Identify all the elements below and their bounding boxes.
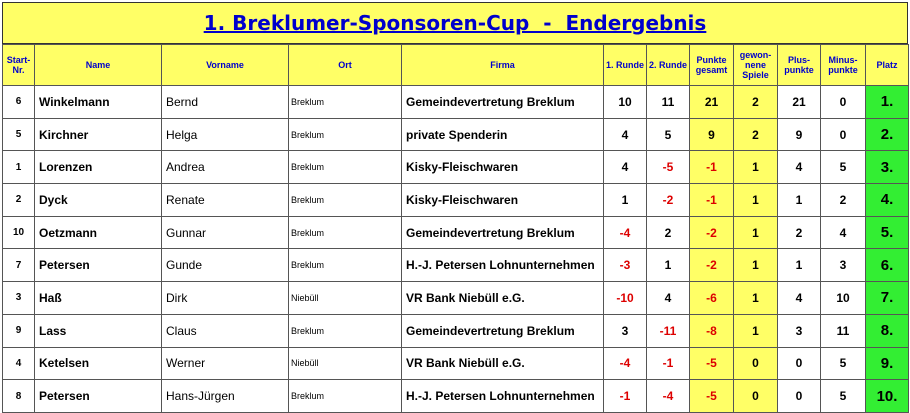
cell-plus: 4	[778, 151, 821, 184]
cell-ort: Breklum	[289, 151, 402, 184]
cell-start-nr: 6	[3, 86, 35, 119]
cell-name: Petersen	[35, 249, 162, 282]
cell-platz: 9.	[866, 347, 909, 380]
cell-firma: VR Bank Niebüll e.G.	[402, 347, 604, 380]
cell-start-nr: 7	[3, 249, 35, 282]
cell-runde2: -1	[647, 347, 690, 380]
table-row	[3, 151, 909, 184]
cell-spiele: 1	[734, 151, 778, 184]
cell-spiele: 1	[734, 282, 778, 315]
cell-spiele: 0	[734, 380, 778, 413]
cell-plus: 0	[778, 380, 821, 413]
cell-vorname: Hans-Jürgen	[162, 380, 289, 413]
cell-minus: 5	[821, 347, 866, 380]
cell-runde1: -1	[604, 380, 647, 413]
results-sheet	[2, 2, 908, 413]
cell-minus: 5	[821, 151, 866, 184]
table-row	[3, 184, 909, 217]
col-header-firma: Firma	[402, 45, 604, 86]
table-row	[3, 86, 909, 119]
cell-firma: Gemeindevertretung Breklum	[402, 216, 604, 249]
cell-firma: H.-J. Petersen Lohnunternehmen	[402, 380, 604, 413]
cell-minus: 5	[821, 380, 866, 413]
cell-runde1: -4	[604, 347, 647, 380]
cell-ort: Breklum	[289, 380, 402, 413]
cell-spiele: 2	[734, 118, 778, 151]
cell-ort: Breklum	[289, 86, 402, 119]
cell-punkte: -2	[690, 216, 734, 249]
cell-firma: private Spenderin	[402, 118, 604, 151]
col-header-ort: Ort	[289, 45, 402, 86]
cell-punkte: -1	[690, 184, 734, 217]
cell-ort: Breklum	[289, 216, 402, 249]
cell-plus: 21	[778, 86, 821, 119]
cell-minus: 2	[821, 184, 866, 217]
cell-start-nr: 5	[3, 118, 35, 151]
cell-start-nr: 2	[3, 184, 35, 217]
cell-punkte: 9	[690, 118, 734, 151]
cell-plus: 9	[778, 118, 821, 151]
table-row	[3, 216, 909, 249]
cell-punkte: -8	[690, 314, 734, 347]
cell-vorname: Dirk	[162, 282, 289, 315]
table-row	[3, 118, 909, 151]
cell-punkte: -5	[690, 347, 734, 380]
cell-runde2: 2	[647, 216, 690, 249]
cell-runde2: -2	[647, 184, 690, 217]
cell-runde1: 1	[604, 184, 647, 217]
cell-ort: Breklum	[289, 118, 402, 151]
cell-name: Lass	[35, 314, 162, 347]
cell-platz: 5.	[866, 216, 909, 249]
cell-platz: 1.	[866, 86, 909, 119]
cell-runde2: 11	[647, 86, 690, 119]
cell-spiele: 0	[734, 347, 778, 380]
cell-name: Winkelmann	[35, 86, 162, 119]
title-bar	[2, 2, 908, 44]
cell-vorname: Renate	[162, 184, 289, 217]
cell-start-nr: 4	[3, 347, 35, 380]
cell-minus: 0	[821, 86, 866, 119]
cell-runde2: 4	[647, 282, 690, 315]
col-header-punkte: Punkte gesamt	[690, 45, 734, 86]
cell-vorname: Gunde	[162, 249, 289, 282]
cell-firma: VR Bank Niebüll e.G.	[402, 282, 604, 315]
cell-minus: 3	[821, 249, 866, 282]
cell-name: Lorenzen	[35, 151, 162, 184]
cell-spiele: 1	[734, 249, 778, 282]
cell-vorname: Helga	[162, 118, 289, 151]
cell-vorname: Gunnar	[162, 216, 289, 249]
cell-punkte: -6	[690, 282, 734, 315]
cell-start-nr: 10	[3, 216, 35, 249]
cell-firma: Gemeindevertretung Breklum	[402, 86, 604, 119]
cell-minus: 4	[821, 216, 866, 249]
col-header-minus: Minus-punkte	[821, 45, 866, 86]
cell-plus: 4	[778, 282, 821, 315]
table-row	[3, 347, 909, 380]
cell-punkte: -5	[690, 380, 734, 413]
cell-runde2: 1	[647, 249, 690, 282]
cell-punkte: -1	[690, 151, 734, 184]
cell-ort: Breklum	[289, 184, 402, 217]
cell-start-nr: 1	[3, 151, 35, 184]
page-title: 1. Breklumer-Sponsoren-Cup - Endergebnis	[203, 11, 707, 35]
cell-plus: 3	[778, 314, 821, 347]
col-header-platz: Platz	[866, 45, 909, 86]
cell-firma: H.-J. Petersen Lohnunternehmen	[402, 249, 604, 282]
cell-spiele: 1	[734, 314, 778, 347]
cell-runde1: -4	[604, 216, 647, 249]
cell-start-nr: 3	[3, 282, 35, 315]
table-row	[3, 249, 909, 282]
col-header-name: Name	[35, 45, 162, 86]
col-header-plus: Plus-punkte	[778, 45, 821, 86]
cell-runde1: -3	[604, 249, 647, 282]
cell-platz: 8.	[866, 314, 909, 347]
cell-runde2: 5	[647, 118, 690, 151]
cell-runde1: 3	[604, 314, 647, 347]
cell-platz: 2.	[866, 118, 909, 151]
cell-platz: 3.	[866, 151, 909, 184]
cell-vorname: Andrea	[162, 151, 289, 184]
table-row	[3, 380, 909, 413]
table-row	[3, 314, 909, 347]
cell-runde1: -10	[604, 282, 647, 315]
cell-ort: Breklum	[289, 314, 402, 347]
cell-vorname: Werner	[162, 347, 289, 380]
cell-runde2: -11	[647, 314, 690, 347]
results-table	[2, 44, 909, 413]
cell-minus: 10	[821, 282, 866, 315]
cell-plus: 1	[778, 184, 821, 217]
cell-runde1: 4	[604, 151, 647, 184]
cell-name: Petersen	[35, 380, 162, 413]
cell-platz: 6.	[866, 249, 909, 282]
cell-platz: 10.	[866, 380, 909, 413]
cell-ort: Niebüll	[289, 282, 402, 315]
cell-ort: Niebüll	[289, 347, 402, 380]
cell-punkte: 21	[690, 86, 734, 119]
table-row	[3, 282, 909, 315]
cell-name: Oetzmann	[35, 216, 162, 249]
cell-firma: Gemeindevertretung Breklum	[402, 314, 604, 347]
results-body	[3, 86, 909, 413]
cell-platz: 7.	[866, 282, 909, 315]
cell-name: Kirchner	[35, 118, 162, 151]
col-header-vorname: Vorname	[162, 45, 289, 86]
cell-runde1: 10	[604, 86, 647, 119]
cell-spiele: 1	[734, 184, 778, 217]
col-header-runde1: 1. Runde	[604, 45, 647, 86]
cell-name: Ketelsen	[35, 347, 162, 380]
cell-spiele: 2	[734, 86, 778, 119]
cell-minus: 11	[821, 314, 866, 347]
cell-plus: 2	[778, 216, 821, 249]
cell-spiele: 1	[734, 216, 778, 249]
cell-minus: 0	[821, 118, 866, 151]
cell-vorname: Bernd	[162, 86, 289, 119]
cell-ort: Breklum	[289, 249, 402, 282]
col-header-runde2: 2. Runde	[647, 45, 690, 86]
cell-runde1: 4	[604, 118, 647, 151]
cell-platz: 4.	[866, 184, 909, 217]
cell-name: Haß	[35, 282, 162, 315]
col-header-start: Start-Nr.	[3, 45, 35, 86]
cell-punkte: -2	[690, 249, 734, 282]
cell-name: Dyck	[35, 184, 162, 217]
cell-vorname: Claus	[162, 314, 289, 347]
cell-plus: 1	[778, 249, 821, 282]
col-header-spiele: gewon-nene Spiele	[734, 45, 778, 86]
cell-plus: 0	[778, 347, 821, 380]
cell-firma: Kisky-Fleischwaren	[402, 184, 604, 217]
header-row	[3, 45, 909, 86]
cell-start-nr: 9	[3, 314, 35, 347]
cell-runde2: -5	[647, 151, 690, 184]
cell-runde2: -4	[647, 380, 690, 413]
cell-start-nr: 8	[3, 380, 35, 413]
cell-firma: Kisky-Fleischwaren	[402, 151, 604, 184]
